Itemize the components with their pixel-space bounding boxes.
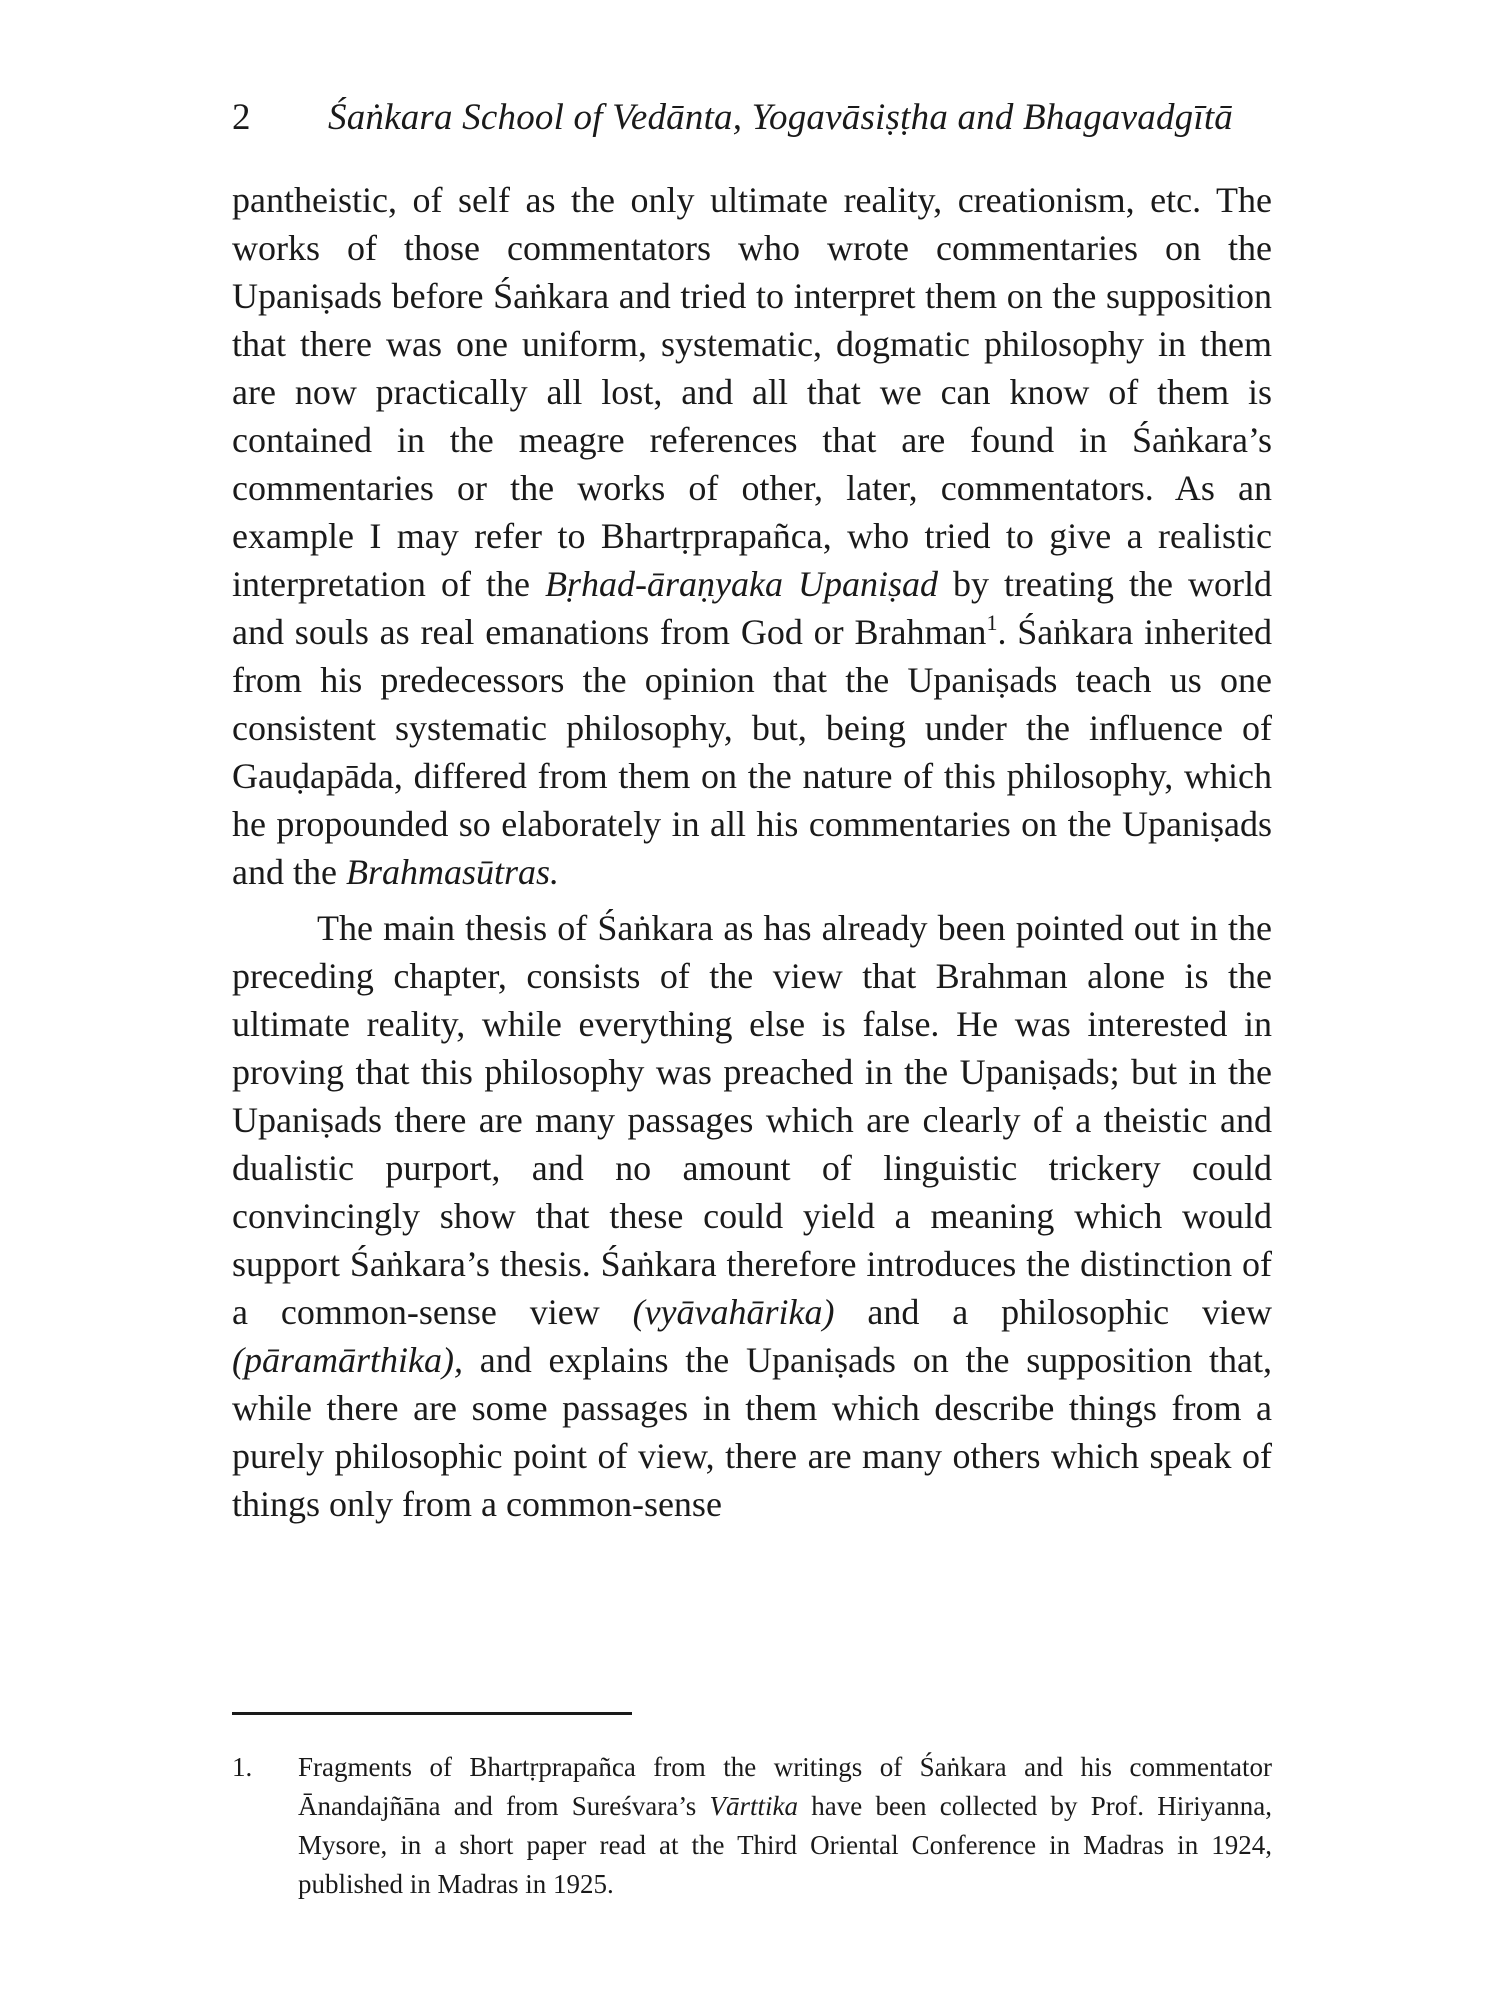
work-title-brhad-aranyaka: Bṛhad-āraṇyaka Upaniṣad (544, 564, 938, 604)
running-header (232, 96, 1272, 156)
footnote-text-b: have been collected by Prof. Hiriyanna, Mysore, in a short paper read at the Third Oriental Conference in Madras in 1924, published in Madras in 1925. (298, 1791, 1272, 1899)
footnote-number: 1. (232, 1752, 253, 1782)
paragraph-2-text-b: and a philosophic view (834, 1292, 1273, 1332)
main-text (232, 176, 1272, 1528)
footnote-text-a: Fragments of Bhartṛprapañca from the writings of Śaṅkara and his commentator Ānandajñāna and from Sureśvara’s (298, 1752, 1272, 1821)
footnote-text (298, 1748, 1272, 1904)
paragraph-2-text-a: The main thesis of Śaṅkara as has already been pointed out in the preceding chapter, consists of the view that Brahman alone is the ultimate reality, while everything else is false. He was interested in proving that this philosophy was preached in the Upaniṣads; but in the Upaniṣads there are many passages which are clearly of a theistic and dualistic purport, and no amount of linguistic trickery could convincingly show that these could yield a meaning which would support Śaṅkara’s thesis. Śaṅkara therefore introduces the distinction of a common-sense view (232, 908, 1272, 1332)
term-paramarthika: (pāramārthika), (232, 1340, 463, 1380)
running-title: Śaṅkara School of Vedānta, Yogavāsiṣṭha and Bhagavadgītā (328, 97, 1233, 138)
paragraph-1-text-a: pantheistic, of self as the only ultimate reality, creationism, etc. The works of those commentators who wrote commentaries on the Upaniṣads before Śaṅkara and tried to interpret them on the supposition that there was one uniform, systematic, dogmatic philosophy in them are now practically all lost, and all that we can know of them is contained in the meagre references that are found in Śaṅkara’s commentaries or the works of other, later, commentators. As an example I may refer to Bhartṛprapañca, who tried to give a realistic interpretation of the (232, 180, 1272, 604)
paragraph-1 (232, 176, 1272, 896)
work-title-varttika: Vārttika (709, 1791, 798, 1821)
paragraph-1-text-c: . Śaṅkara inherited from his predecessors the opinion that the Upaniṣads teach us one consistent systematic philosophy, but, being under the influence of Gauḍapāda, differed from them on the nature of this philosophy, which he propounded so elaborately in all his commentaries on the Upaniṣads and the (232, 612, 1272, 892)
work-title-brahmasutras: Brahmasūtras. (345, 852, 559, 892)
book-page (232, 96, 1272, 1976)
footnote (232, 1748, 1272, 1904)
paragraph-2 (232, 904, 1272, 1528)
term-vyavaharika: (vyāvahārika) (632, 1292, 835, 1332)
footnote-reference[interactable]: 1 (986, 610, 998, 635)
footnote-divider (232, 1712, 632, 1715)
paragraph-1-text-b: by treating the world and souls as real emanations from God or Brahman (232, 564, 1273, 652)
page-number: 2 (232, 97, 251, 138)
paragraph-2-text-c: and explains the Upaniṣads on the supposition that, while there are some passages in them which describe things from a purely philosophic point of view, there are many others which speak of things only from a common-sense (232, 1340, 1272, 1524)
